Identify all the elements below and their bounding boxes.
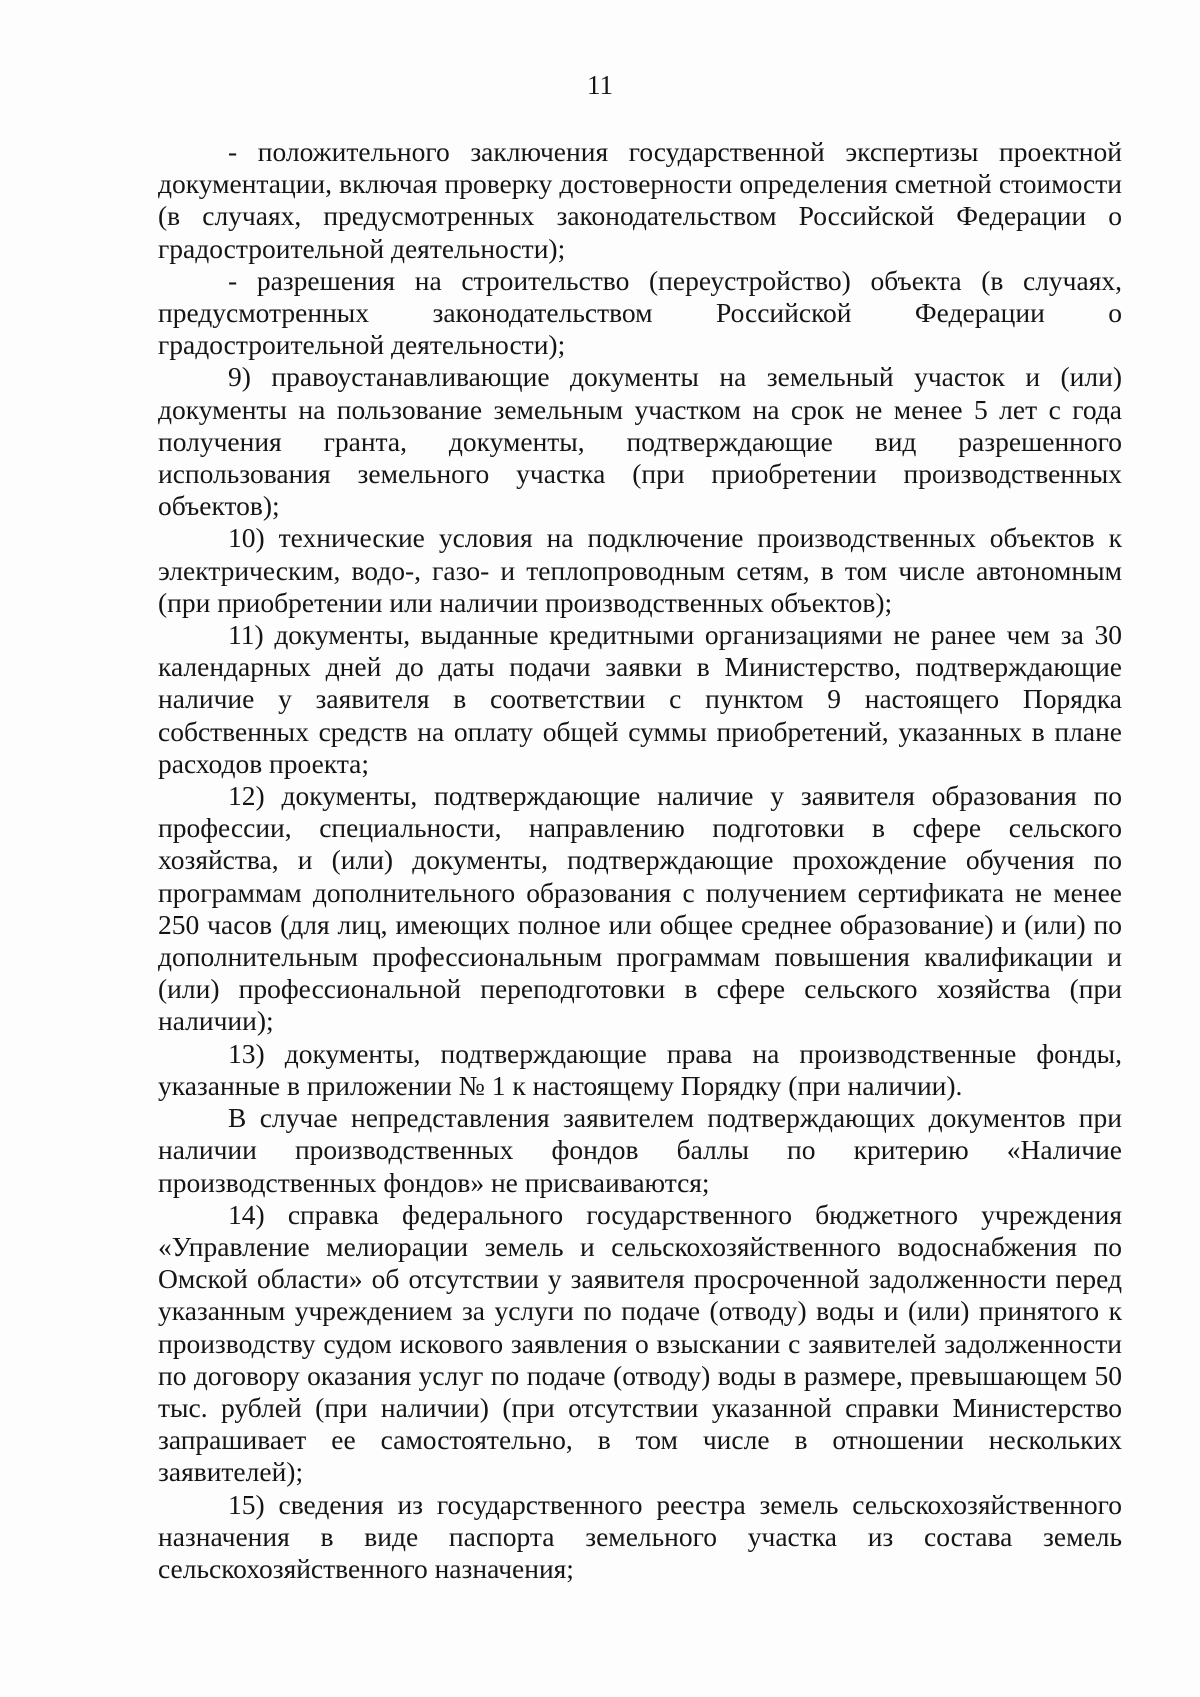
paragraph-item-11: 11) документы, выданные кредитными организациями не ранее чем за 30 календарных дней до даты подачи заявки в Министерство, подтверждающие наличие у заявителя в соответствии с пунктом 9 настоящего Порядка собственных средств на оплату общей суммы приобретений, указанных в плане расходов проекта; — [158, 619, 1122, 779]
paragraph-item-12: 12) документы, подтверждающие наличие у заявителя образования по профессии, специальности, направлению подготовки в сфере сельского хозяйства, и (или) документы, подтверждающие прохождение обучения по программам дополнительного образования с получением сертификата не менее 250 часов (для лиц, имеющих полное или общее среднее образование) и (или) по дополнительным профессиональным программам повышения квалификации и (или) профессиональной переподготовки в сфере сельского хозяйства (при наличии); — [158, 780, 1122, 1037]
document-body — [158, 136, 1122, 1585]
paragraph-expertise-conclusion: - положительного заключения государственной экспертизы проектной документации, включая проверку достоверности определения сметной стоимости (в случаях, предусмотренных законодательством Российской Федерации о градостроительной деятельности); — [158, 136, 1122, 264]
paragraph-item-10: 10) технические условия на подключение производственных объектов к электрическим, водо-, газо- и теплопроводным сетям, в том числе автономным (при приобретении или наличии производственных объектов); — [158, 522, 1122, 618]
paragraph-item-14: 14) справка федерального государственного бюджетного учреждения «Управление мелиорации земель и сельскохозяйственного водоснабжения по Омской области» об отсутствии у заявителя просроченной задолженности перед указанным учреждением за услуги по подаче (отводу) воды и (или) принятого к производству судом искового заявления о взыскании с заявителей задолженности по договору оказания услуг по подаче (отводу) воды в размере, превышающем 50 тыс. рублей (при наличии) (при отсутствии указанной справки Министерство запрашивает ее самостоятельно, в том числе в отношении нескольких заявителей); — [158, 1198, 1122, 1488]
paragraph-item-9: 9) правоустанавливающие документы на земельный участок и (или) документы на пользование земельным участком на срок не менее 5 лет с года получения гранта, документы, подтверждающие вид разрешенного использования земельного участка (при приобретении производственных объектов); — [158, 361, 1122, 522]
paragraph-item-15: 15) сведения из государственного реестра земель сельскохозяйственного назначения в виде паспорта земельного участка из состава земель сельскохозяйственного назначения; — [158, 1488, 1122, 1584]
page-number: 11 — [587, 70, 613, 100]
paragraph-item-13: 13) документы, подтверждающие права на производственные фонды, указанные в приложении № 1 к настоящему Порядку (при наличии). — [158, 1037, 1122, 1101]
paragraph-production-funds-note: В случае непредставления заявителем подтверждающих документов при наличии производственных фондов баллы по критерию «Наличие производственных фондов» не присваиваются; — [158, 1102, 1122, 1198]
paragraph-construction-permit: - разрешения на строительство (переустройство) объекта (в случаях, предусмотренных законодательством Российской Федерации о градостроительной деятельности); — [158, 264, 1122, 361]
